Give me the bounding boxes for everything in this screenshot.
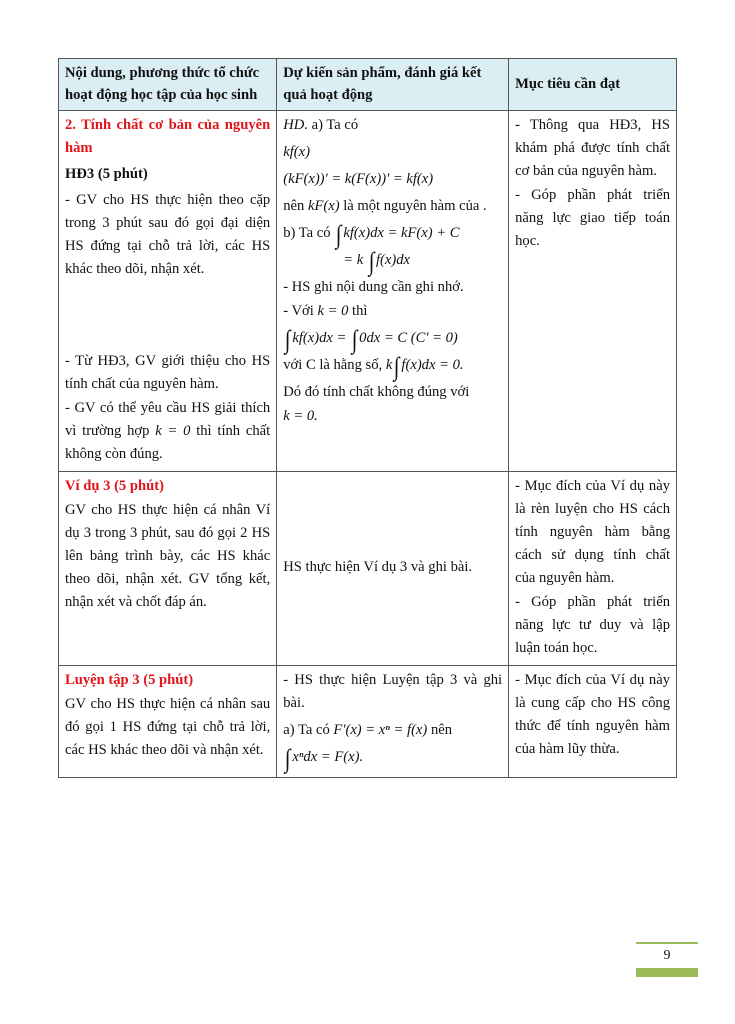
math-zero-dx: 0dx = C (C' = 0) [359, 330, 458, 346]
example-title: Ví dụ 3 (5 phút) [65, 478, 164, 494]
math-derivative: (kF(x))' = k(F(x))' = kf(x) [283, 171, 434, 187]
text-nen: nên [430, 722, 453, 738]
with-k-line [283, 300, 502, 323]
activity-description: - GV cho HS thực hiện theo cặp trong 3 phút sau đó gọi đại diện HS đứng tại chỗ trả lời, các HS khác theo dõi, nhận xét. [65, 192, 271, 277]
integral-icon: ∫ [368, 247, 375, 276]
integral-icon: ∫ [351, 325, 358, 354]
math-power-integral: xⁿdx = F(x). [292, 749, 364, 765]
note-text: - HS ghi nội dung cần ghi nhớ. [283, 279, 464, 295]
conclusion-math: k = 0. [283, 408, 318, 424]
intro-property-text: - Từ HĐ3, GV giới thiệu cho HS tính chất của nguyên hàm. [65, 353, 271, 392]
objective-2: - Góp phần phát triển năng lực tư duy và lập luận toán học. [515, 594, 670, 656]
row2-content-cell [59, 472, 277, 666]
math-kfx: kf(x) [283, 144, 310, 160]
integral-icon: ∫ [284, 744, 291, 773]
math-f-dx-zero: f(x)dx = 0. [401, 357, 464, 373]
table-row [59, 472, 677, 666]
explain-request-text [65, 397, 270, 466]
part-b-line2 [283, 247, 502, 276]
row3-content-cell [59, 666, 277, 778]
spacer [65, 282, 270, 350]
zero-integral-line [283, 325, 502, 354]
with-prefix: - Với [283, 303, 314, 319]
with-suffix: thì [352, 303, 368, 319]
page-footer [636, 942, 698, 977]
table-header-row [59, 59, 677, 111]
math-kFx: kF(x) [307, 198, 340, 214]
part-b-line [283, 220, 502, 249]
lesson-plan-table [58, 58, 677, 778]
math-k-zero: k = 0 [155, 423, 191, 439]
example-product: HS thực hiện Ví dụ 3 và ghi bài. [283, 559, 473, 575]
constant-text: với C là hằng số, [283, 357, 383, 373]
math-k: k [385, 357, 393, 373]
row2-product-cell [277, 472, 509, 666]
math-integral-f: f(x)dx [376, 252, 411, 268]
row1-objective-cell [509, 111, 677, 472]
math-k-zero: k = 0 [317, 303, 349, 319]
explain-text-b: thì tính chất không còn đúng. [65, 423, 271, 462]
row2-objective-cell [509, 472, 677, 666]
practice-integral [283, 744, 502, 773]
practice-part-a [283, 719, 502, 742]
integral-icon: ∫ [394, 352, 400, 381]
math-kf-dx: kf(x)dx = [292, 330, 347, 346]
practice-product: - HS thực hiện Luyện tập 3 và ghi bài. [283, 672, 503, 711]
math-derivative-power: F'(x) = xⁿ = f(x) [333, 722, 428, 738]
part-a-intro: a) Ta có [311, 117, 359, 133]
objective-2: - Góp phần phát triển năng lực giao tiếp toán học. [515, 187, 670, 249]
objective-1: - Mục đích của Ví dụ này là rèn luyện cho HS cách tính nguyên hàm bằng cách sử dụng tính chất của nguyên hàm. [515, 478, 670, 586]
practice-description: GV cho HS thực hiện cá nhân sau đó gọi 1 HS đứng tại chỗ trả lời, các HS khác theo dõi và nhận xét. [65, 696, 271, 758]
header-objectives: Mục tiêu cần đạt [509, 59, 677, 111]
hd-line [283, 114, 502, 137]
hd-label: HD. [283, 117, 308, 133]
integral-icon: ∫ [284, 325, 291, 354]
text-nen: nên [283, 198, 305, 214]
part-b-intro: b) Ta có [283, 225, 331, 241]
integral-icon: ∫ [335, 220, 342, 249]
row1-content-cell [59, 111, 277, 472]
page-number: 9 [663, 948, 671, 963]
text-la-nguyen-ham: là một nguyên hàm của . [343, 198, 487, 214]
footer-bottom-bar [636, 968, 698, 977]
part-a-intro: a) Ta có [283, 722, 330, 738]
row3-product-cell [277, 666, 509, 778]
conclusion-text: Dó đó tính chất không đúng với [283, 384, 470, 400]
header-expected-product: Dự kiến sản phẩm, đánh giá kết quả hoạt động [277, 59, 509, 111]
constant-line [283, 352, 502, 381]
practice-title: Luyện tập 3 (5 phút) [65, 672, 194, 688]
objective-1: - Thông qua HĐ3, HS khám phá được tính chất cơ bản của nguyên hàm. [515, 117, 670, 179]
objective-1: - Mục đích của Ví dụ này là cung cấp cho HS công thức để tính nguyên hàm của hàm lũy thừa. [515, 672, 670, 757]
math-integral-kf: kf(x)dx = kF(x) + C [343, 225, 460, 241]
section-title: 2. Tính chất cơ bản của nguyên hàm [65, 117, 271, 156]
explain-text-a: - GV có thể yêu cầu HS giải thích vì trường hợp [65, 400, 271, 439]
math-eq-k: = k [343, 252, 364, 268]
activity-title: HĐ3 (5 phút) [65, 166, 148, 182]
antiderivative-statement [283, 195, 502, 218]
table-row [59, 666, 677, 778]
example-description: GV cho HS thực hiện cá nhân Ví dụ 3 trong 3 phút, sau đó gọi 2 HS lên bảng trình bày, các HS khác theo dõi, nhận xét. GV tổng kết, nhận xét và chốt đáp án. [65, 502, 271, 610]
row1-product-cell [277, 111, 509, 472]
header-content-method: Nội dung, phương thức tổ chức hoạt động học tập của học sinh [59, 59, 277, 111]
table-row [59, 111, 677, 472]
row3-objective-cell [509, 666, 677, 778]
